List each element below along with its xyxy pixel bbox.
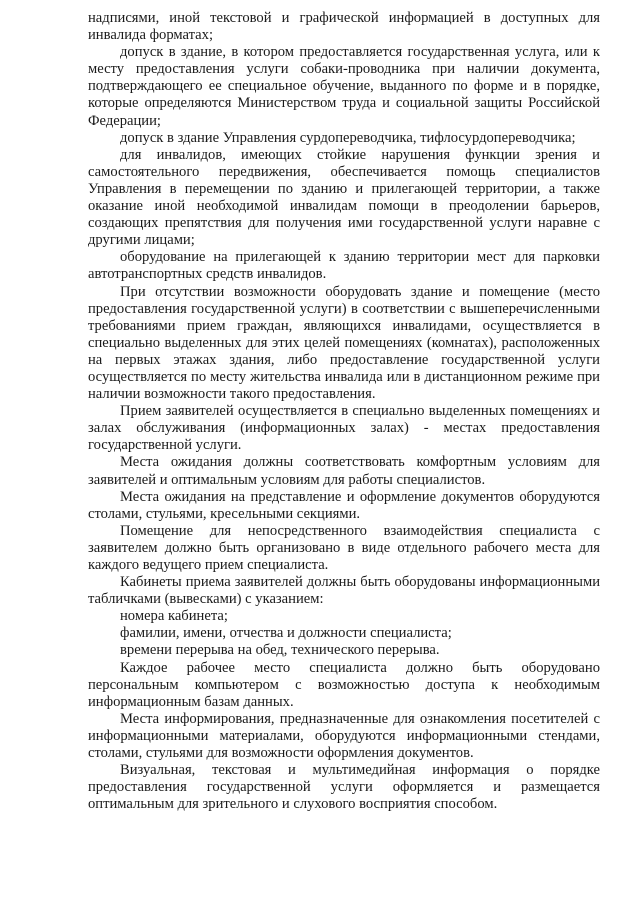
- list-item-office-number: номера кабинета;: [120, 608, 228, 625]
- paragraph-alternative-reception: При отсутствии возможности оборудовать здание и помещение (место предоставления государственной услуги) в соответствии с вышеперечисленными требованиями прием граждан, являющихся инвалидами, осуществляется в специально выделенных для этих целей помещениях (комнатах), расположенных на первых этажах здания, либо предоставление государственной услуги осуществляется по месту жительства инвалида или в дистанционном режиме при наличии возможности такого предоставления.: [88, 283, 600, 403]
- paragraph-visual-information: Визуальная, текстовая и мультимедийная информация о порядке предоставления государственной услуги оформляется и размещается оптимальным для зрительного и слухового восприятия способом.: [88, 762, 600, 813]
- list-item-break-time: времени перерыва на обед, технического перерыва.: [120, 642, 440, 659]
- paragraph-office-signs: Кабинеты приема заявителей должны быть оборудованы информационными табличками (вывесками) с указанием:: [88, 574, 600, 608]
- paragraph-specialist-assistance: для инвалидов, имеющих стойкие нарушения функции зрения и самостоятельного передвижения, обеспечивается помощь специалистов Управления в перемещении по зданию и прилегающей территории, а также оказание иной необходимой инвалидам помощи в преодолении барьеров, создающих препятствия для получения ими государственной услуги наравне с другими лицами;: [88, 146, 600, 249]
- paragraph-computer-equipment: Каждое рабочее место специалиста должно быть оборудовано персональным компьютером с возможностью доступа к необходимым информационным базам данных.: [88, 659, 600, 710]
- paragraph-waiting-furniture: Места ожидания на представление и оформление документов оборудуются столами, стульями, кресельными секциями.: [88, 488, 600, 522]
- document-page: [88, 10, 600, 813]
- paragraph-waiting-areas: Места ожидания должны соответствовать комфортным условиям для заявителей и оптимальным условиям для работы специалистов.: [88, 454, 600, 488]
- paragraph-parking: оборудование на прилегающей к зданию территории мест для парковки автотранспортных средств инвалидов.: [88, 249, 600, 283]
- paragraph-sign-interpreter-access: допуск в здание Управления сурдопереводчика, тифлосурдопереводчика;: [120, 129, 576, 146]
- list-item-specialist-name: фамилии, имени, отчества и должности специалиста;: [120, 625, 452, 642]
- paragraph-reception-halls: Прием заявителей осуществляется в специально выделенных помещениях и залах обслуживания (информационных залах) - местах предоставления государственной услуги.: [88, 403, 600, 454]
- paragraph-workplace: Помещение для непосредственного взаимодействия специалиста с заявителем должно быть организовано в виде отдельного рабочего места для каждого ведущего прием специалиста.: [88, 522, 600, 573]
- paragraph-information-areas: Места информирования, предназначенные для ознакомления посетителей с информационными материалами, оборудуются информационными стендами, столами, стульями для возможности оформления документов.: [88, 710, 600, 762]
- paragraph-accessible-formats: надписями, иной текстовой и графической информацией в доступных для инвалида форматах;: [88, 10, 600, 44]
- paragraph-guide-dog-access: допуск в здание, в котором предоставляется государственная услуга, или к месту предоставления услуги собаки-проводника при наличии документа, подтверждающего ее специальное обучение, выданного по форме и в порядке, которые определяются Министерством труда и социальной защиты Российской Федерации;: [88, 44, 600, 129]
